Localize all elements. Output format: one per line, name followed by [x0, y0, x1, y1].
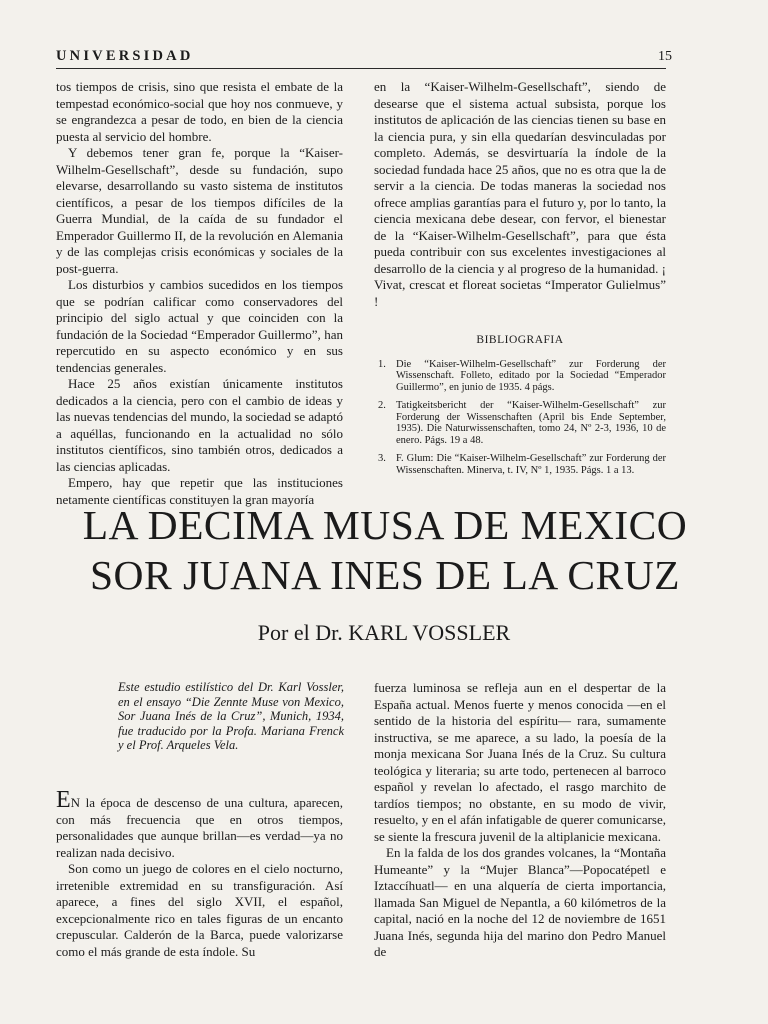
bibliography-heading: BIBLIOGRAFIA — [476, 334, 564, 346]
top-left-column — [56, 79, 343, 508]
paragraph: Son como un juego de colores en el cielo nocturno, irretenible extremidad en su transfiguración. Así aparece, a fines del siglo XVII, el español, excepcionalmente rico en tales figuras de un encanto crepuscular. Calderón de la Barca, puede valorizarse como el más grande de esta índole. Su — [56, 861, 343, 959]
paragraph: tos tiempos de crisis, sino que resista el embate de la tempestad económico-social que hoy nos conmueve, y se engrandezca a pesar de todo, en bien de la ciencia puesta al servicio del hombre. — [56, 79, 343, 144]
opening-text: N la época de descenso de una cultura, aparecen, con más frecuencia que en otros tiempos, personalidades que aunque brillan—es verdad—ya no realizan nada decisivo. — [56, 795, 343, 860]
bibliography-item — [374, 400, 666, 446]
running-header — [56, 48, 672, 65]
opening-paragraph — [56, 787, 343, 861]
article-left-column — [56, 787, 343, 960]
paragraph: En la falda de los dos grandes volcanes, la “Montaña Humeante” y la “Mujer Blanca”—Popocatépetl e Iztaccíhuatl— en una alquería de cierta importancia, llamada San Miguel de Nepantla, a 60 kilómetros de la capital, nació en la noche del 12 de noviembre de 1651 Juana Inés, segunda hija del marino don Pedro Manuel de — [374, 845, 666, 959]
article-title-line-1: LA DECIMA MUSA DE MEXICO — [82, 502, 688, 548]
journal-title: UNIVERSIDAD — [56, 48, 194, 64]
bibliography-number: 3. — [378, 453, 386, 464]
bibliography-list — [374, 359, 666, 477]
bibliography-item — [374, 453, 666, 476]
top-right-column — [374, 79, 666, 483]
bibliography-text: Die “Kaiser-Wilhelm-Gesellschaft” zur Forderung der Wissenschaft. Folleto, editado por la Sociedad “Emperador Guillermo”, en junio de 1935. 4 págs. — [396, 358, 666, 393]
bibliography-item — [374, 359, 666, 394]
paragraph: Empero, hay que repetir que las instituciones netamente científicas constituyen la gran mayoría — [56, 475, 343, 507]
bibliography-text: F. Glum: Die “Kaiser-Wilhelm-Gesellschaft” zur Forderung der Wissenschaften. Minerva, t. IV, Nº 1, 1935. Págs. 1 a 13. — [396, 453, 666, 476]
bibliography-number: 1. — [378, 358, 386, 370]
paragraph: fuerza luminosa se refleja aun en el despertar de la España actual. Menos fuerte y menos conocida —en el sentido de la historia del espíritu— rara, sumamente instructiva, se me aparece, a su lado, la poesía de la monja mexicana Sor Juana Inés de la Cruz. Su cultura teológica y literaria; su arte todo, pertenecen al barroco español y revelan lo afectado, el rasgo marchito de tardíos tiempos; no obstante, en su modo de vivir, resuelto, y en el afán infatigable de querer comunicarse, se siente la frescura juvenil de la altiplanicie mexicana. — [374, 680, 666, 844]
paragraph: Hace 25 años existían únicamente institutos dedicados a la ciencia, pero con el cambio de ideas y las nuevas tendencias del mundo, la sociedad se adaptó a aquéllas, funcionando en la actualidad no sólo institutos científicos, sino también otros, dedicados a las ciencias aplicadas. — [56, 376, 343, 474]
article-title-line-2: SOR JUANA INES DE LA CRUZ — [89, 552, 681, 598]
page-number: 15 — [658, 49, 672, 64]
article-right-column — [374, 680, 666, 961]
article-byline: Por el Dr. KARL VOSSLER — [257, 620, 511, 645]
paragraph: Los disturbios y cambios sucedidos en los tiempos que se podrían calificar como conservadores del principio del siglo actual y que coinciden con la fundación de la Sociedad “Emperador Guillermo”, han repercutido en su aspecto económico y en sus tendencias generales. — [56, 277, 343, 375]
bibliography-number: 2. — [378, 400, 386, 411]
header-rule — [56, 68, 666, 69]
drop-cap: E — [56, 787, 71, 813]
bibliography-text: Tatigkeitsbericht der “Kaiser-Wilhelm-Gesellschaft” zur Forderung der Wissenschaften (April bis Ende September, 1935). Die Naturwissenschaften, tomo 24, Nº 2-3, 1936, 10 de enero. Págs. 19 a 48. — [396, 400, 666, 446]
paragraph: en la “Kaiser-Wilhelm-Gesellschaft”, siendo de desearse que el sistema actual subsista, porque los institutos de aplicación de las ciencias tienen su base en la ciencia pura, y sin ella quedarían desvinculadas por completo. Además, se desvirtuaría la índole de la sociedad fundada hace 25 años, que no es otra que la de servir a la ciencia. De todas maneras la sociedad nos ofrece amplias garantías para el futuro y, por lo tanto, la ciencia mexicana debe desear, con fervor, el bienestar de la “Kaiser-Wilhelm-Gesellschaft”, para que ésta pueda contribuir con sus excelentes investigaciones al desarrollo de la ciencia y al progreso de la humanidad. ¡ Vivat, crescat et floreat societas “Imperator Gulielmus” ! — [374, 79, 666, 309]
intro-note: Este estudio estilístico del Dr. Karl Vossler, en el ensayo “Die Zennte Muse von Mexico, Sor Juana Inés de la Cruz”, Munich, 1934, fue traducido por la Profa. Mariana Frenck y el Prof. Arqueles Vela. — [118, 680, 344, 752]
paragraph: Y debemos tener gran fe, porque la “Kaiser-Wilhelm-Gesellschaft”, desde su fundación, supo elevarse, desarrollando su vasto sistema de institutos científicos, a pesar de los tiempos difíciles de la Guerra Mundial, de la caída de su fundador el Emperador Guillermo II, de la revolución en Alemania y de las complejas crisis económicas y sociales de la post-guerra. — [56, 145, 343, 276]
